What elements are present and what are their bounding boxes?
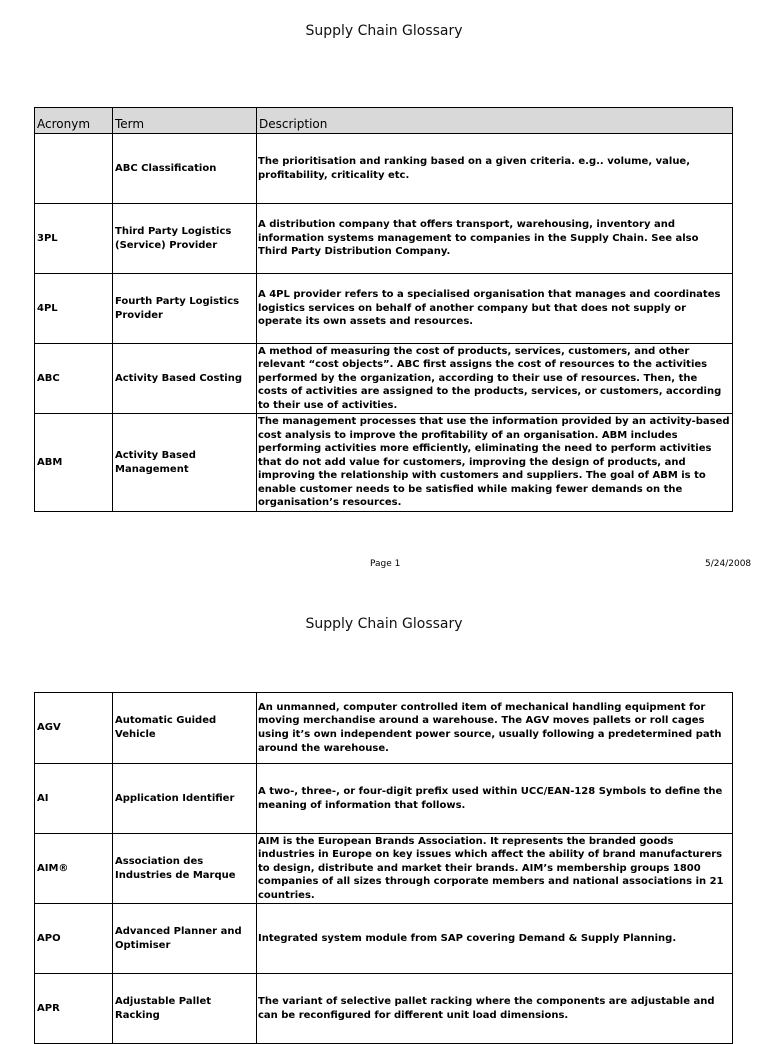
acronym-cell: ABC bbox=[35, 344, 113, 414]
term-cell: Advanced Planner and Optimiser bbox=[113, 904, 257, 974]
table-row bbox=[35, 834, 733, 904]
term-cell: Association des Industries de Marque bbox=[113, 834, 257, 904]
term-cell: Fourth Party Logistics Provider bbox=[113, 274, 257, 344]
page-title: Supply Chain Glossary bbox=[305, 616, 463, 632]
term-cell: ABC Classification bbox=[113, 134, 257, 204]
description-cell: An unmanned, computer controlled item of mechanical handling equipment for moving merchandise around a warehouse. The AGV moves pallets or roll cages using it’s own independent power source, usually following a predetermined path around the warehouse. bbox=[257, 693, 733, 764]
header-term: Term bbox=[113, 108, 257, 134]
page-number: Page 1 bbox=[370, 559, 401, 569]
acronym-cell: AI bbox=[35, 764, 113, 834]
description-cell: A two-, three-, or four-digit prefix used within UCC/EAN-128 Symbols to define the meaning of information that follows. bbox=[257, 764, 733, 834]
description-cell: The management processes that use the information provided by an activity-based cost analysis to improve the profitability of an organisation. ABM includes performing activities more efficiently, eliminating the need to perform activities that do not add value for customers, improving the design of products, and improving the relationship with customers and suppliers. The goal of ABM is to enable customer needs to be satisfied while making fewer demands on the organisation’s resources. bbox=[257, 414, 733, 512]
acronym-cell: APO bbox=[35, 904, 113, 974]
table-row bbox=[35, 274, 733, 344]
glossary-table bbox=[34, 107, 733, 512]
term-cell: Adjustable Pallet Racking bbox=[113, 974, 257, 1044]
description-cell: A distribution company that offers transport, warehousing, inventory and information systems management to companies in the Supply Chain. See also Third Party Distribution Company. bbox=[257, 204, 733, 274]
glossary-table bbox=[34, 692, 733, 1044]
acronym-cell: 4PL bbox=[35, 274, 113, 344]
table-row bbox=[35, 974, 733, 1044]
table-row bbox=[35, 204, 733, 274]
acronym-cell: AGV bbox=[35, 693, 113, 764]
term-cell: Automatic Guided Vehicle bbox=[113, 693, 257, 764]
description-cell: A method of measuring the cost of products, services, customers, and other relevant “cost objects”. ABC first assigns the cost of resources to the activities performed by the organization, according to their use of resources. Then, the costs of activities are assigned to the products, services, or customers, according to their use of activities. bbox=[257, 344, 733, 414]
table-row bbox=[35, 904, 733, 974]
print-date: 5/24/2008 bbox=[705, 559, 752, 569]
page-title: Supply Chain Glossary bbox=[305, 23, 463, 39]
header-description: Description bbox=[257, 108, 733, 134]
table-row bbox=[35, 764, 733, 834]
acronym-cell bbox=[35, 134, 113, 204]
acronym-cell: APR bbox=[35, 974, 113, 1044]
header-acronym: Acronym bbox=[35, 108, 113, 134]
description-cell: The variant of selective pallet racking where the components are adjustable and can be reconfigured for different unit load dimensions. bbox=[257, 974, 733, 1044]
description-cell: Integrated system module from SAP covering Demand & Supply Planning. bbox=[257, 904, 733, 974]
table-row bbox=[35, 693, 733, 764]
table-row bbox=[35, 414, 733, 512]
term-cell: Activity Based Costing bbox=[113, 344, 257, 414]
term-cell: Activity Based Management bbox=[113, 414, 257, 512]
description-cell: The prioritisation and ranking based on a given criteria. e.g.. volume, value, profitability, criticality etc. bbox=[257, 134, 733, 204]
acronym-cell: 3PL bbox=[35, 204, 113, 274]
acronym-cell: AIM® bbox=[35, 834, 113, 904]
table-row bbox=[35, 134, 733, 204]
description-cell: A 4PL provider refers to a specialised organisation that manages and coordinates logistics services on behalf of another company but that does not supply or operate its own assets and resources. bbox=[257, 274, 733, 344]
acronym-cell: ABM bbox=[35, 414, 113, 512]
term-cell: Third Party Logistics (Service) Provider bbox=[113, 204, 257, 274]
term-cell: Application Identifier bbox=[113, 764, 257, 834]
table-header-row bbox=[35, 108, 733, 134]
description-cell: AIM is the European Brands Association. It represents the branded goods industries in Europe on key issues which affect the ability of brand manufacturers to design, distribute and market their brands. AIM’s membership groups 1800 companies of all sizes through corporate members and national associations in 21 countries. bbox=[257, 834, 733, 904]
table-row bbox=[35, 344, 733, 414]
